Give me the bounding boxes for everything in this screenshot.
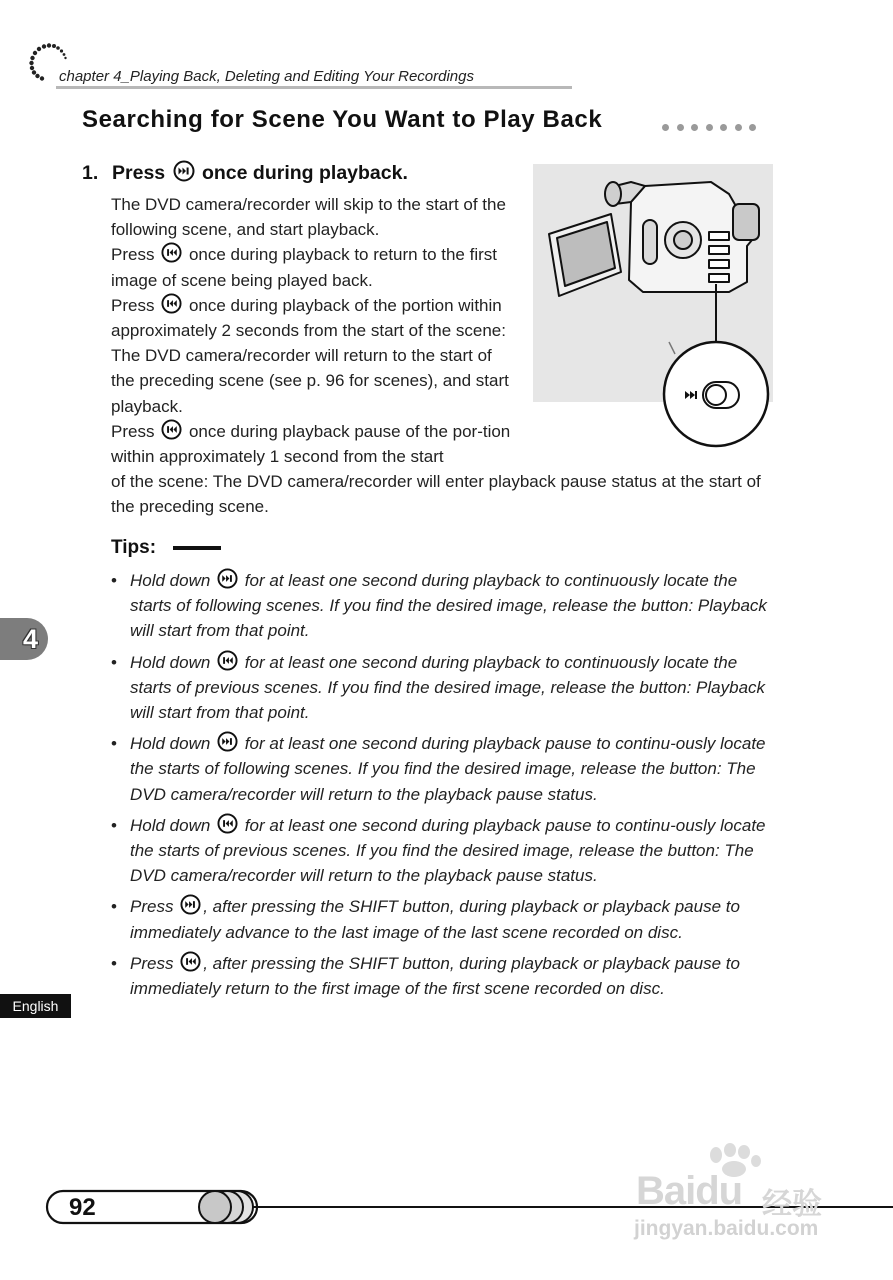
step-paragraph-3: Press once during playback of the portion within approximately 2 seconds from the start of the scene: The DVD camera/recorder will return to the start of the preceding scene (see p. 96 for scenes), and start playback. [111, 293, 511, 419]
step-paragraph-4-tail: of the scene: The DVD camera/recorder will enter playback pause status at the start of the preceding scene. [111, 472, 761, 517]
tip-item: • Hold down for at least one second during playback pause to continu-ously locate the starts of following scenes. If you find the desired image, release the button: The DVD camera/recorder will return to the playback pause status. [111, 731, 781, 807]
step-body [111, 192, 511, 469]
page-number: 92 [69, 1194, 96, 1221]
skip-back-icon [217, 813, 238, 834]
step-heading-pre: Press [112, 162, 166, 184]
step-paragraph-1: The DVD camera/recorder will skip to the start of the following scene, and start playback. [111, 195, 506, 240]
tip-item: • Hold down for at least one second during playback to continuously locate the starts of previous scenes. If you find the desired image, release the button: Playback will start from that point. [111, 650, 781, 726]
skip-back-icon [161, 419, 182, 440]
chapter-tab [0, 618, 48, 660]
tips-label: Tips: [111, 537, 157, 558]
tips-rule [173, 546, 221, 550]
skip-back-icon [180, 951, 201, 972]
skip-back-icon [217, 650, 238, 671]
title-dots-decoration [662, 118, 764, 136]
tips-list [111, 568, 781, 1007]
chapter-header [26, 40, 546, 90]
step-paragraph-4: Press once during playback pause of the por-tion within approximately 1 second from the start [111, 419, 511, 469]
watermark-brand-cn: 经验 [762, 1188, 822, 1221]
skip-back-icon [161, 293, 182, 314]
step-heading-post: once during playback. [201, 162, 408, 184]
step-paragraph-2: Press once during playback to return to the first image of scene being played back. [111, 242, 511, 292]
skip-forward-icon [180, 894, 201, 915]
step-number: 1. [82, 162, 99, 184]
skip-forward-icon [217, 568, 238, 589]
tip-item: • Hold down for at least one second during playback pause to continu-ously locate the starts of previous scenes. If you find the desired image, release the button: The DVD camera/recorder will return to the playback pause status. [111, 813, 781, 889]
tip-item: • Hold down for at least one second during playback to continuously locate the starts of following scenes. If you find the desired image, release the button: Playback will start from that point. [111, 568, 781, 644]
watermark-url: jingyan.baidu.com [634, 1217, 819, 1240]
watermark-brand: Baidu [636, 1169, 743, 1213]
tip-item: • Press , after pressing the SHIFT button, during playback or playback pause to immediately advance to the last image of the last scene recorded on disc. [111, 894, 781, 944]
chapter-tab-number: 4 [23, 624, 39, 654]
skip-forward-icon [173, 160, 195, 182]
dvd-camcorder-illustration [533, 164, 773, 448]
language-tab: English [0, 994, 71, 1018]
skip-forward-icon [217, 731, 238, 752]
skip-back-icon [161, 242, 182, 263]
tip-item: • Press , after pressing the SHIFT button, during playback or playback pause to immediately return to the first image of the first scene recorded on disc. [111, 951, 781, 1001]
section-title: Searching for Scene You Want to Play Back [82, 106, 603, 133]
step-heading [82, 160, 408, 185]
watermark [634, 1143, 844, 1248]
chapter-title: chapter 4_Playing Back, Deleting and Editing Your Recordings [59, 68, 474, 85]
chapter-rule [56, 86, 572, 89]
